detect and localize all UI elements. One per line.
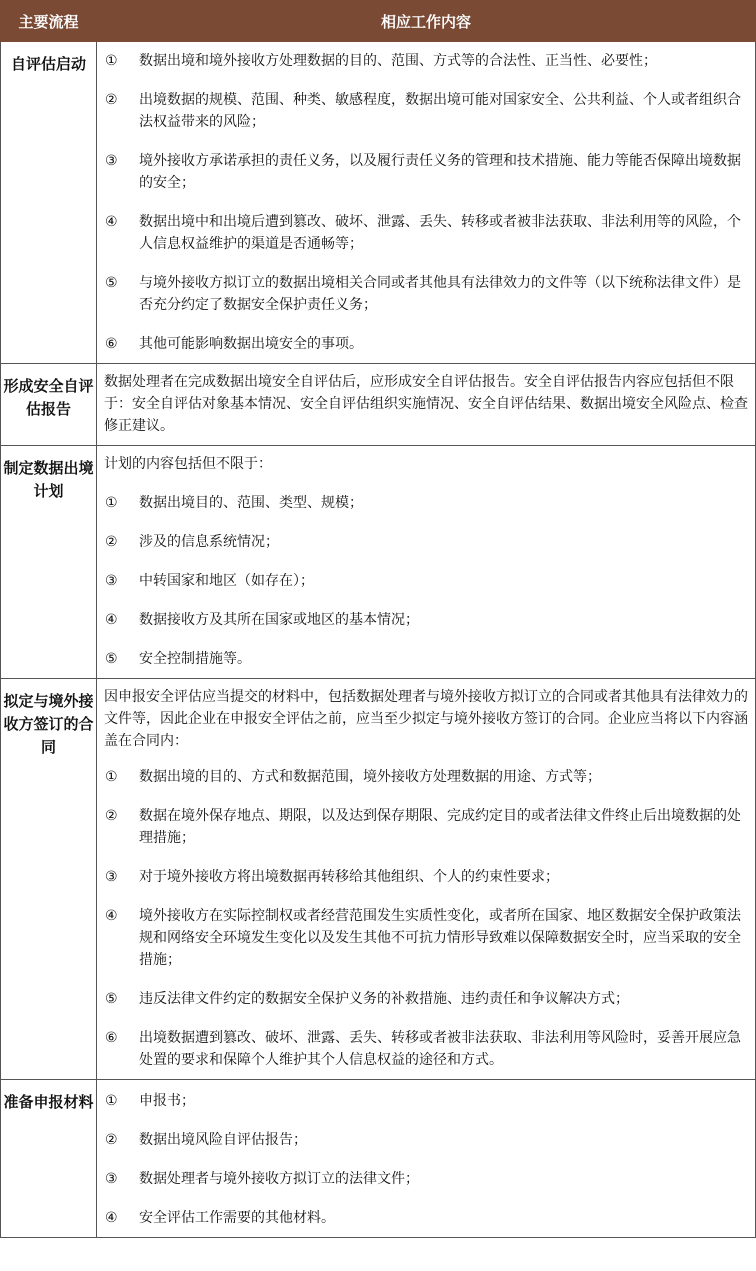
content-cell <box>97 1080 756 1238</box>
item-number: ⑤ <box>105 651 118 667</box>
list-item <box>104 1090 748 1112</box>
table-row <box>1 679 756 1080</box>
item-text: 数据出境风险自评估报告； <box>139 1132 307 1148</box>
item-text: 数据在境外保存地点、期限，以及达到保存期限、完成约定目的或者法律文件终止后出境数据的处理措施； <box>139 808 741 846</box>
content-cell <box>97 679 756 1080</box>
list-item <box>104 1129 748 1151</box>
list-item <box>104 150 748 194</box>
paragraph-text: 计划的内容包括但不限于： <box>104 456 272 472</box>
item-text: 中转国家和地区（如存在）； <box>139 573 314 589</box>
list-item <box>104 866 748 888</box>
header-content: 相应工作内容 <box>97 1 756 42</box>
list-item <box>104 272 748 316</box>
item-number: ④ <box>105 1210 118 1226</box>
item-number: ③ <box>105 153 118 169</box>
item-text: 出境数据遭到篡改、破坏、泄露、丢失、转移或者被非法获取、非法利用等风险时，妥善开展应急处置的要求和保障个人维护其个人信息权益的途径和方式。 <box>139 1030 741 1068</box>
content-cell <box>97 42 756 364</box>
content-cell <box>97 364 756 446</box>
item-number: ① <box>105 53 118 69</box>
item-number: ③ <box>105 573 118 589</box>
item-text: 数据出境目的、范围、类型、规模； <box>139 495 363 511</box>
item-number: ⑥ <box>105 1030 118 1046</box>
item-number: ⑥ <box>105 336 118 352</box>
table-header-row <box>1 1 756 42</box>
item-text: 安全评估工作需要的其他材料。 <box>139 1210 335 1226</box>
table-row <box>1 42 756 364</box>
item-text: 与境外接收方拟订立的数据出境相关合同或者其他具有法律效力的文件等（以下统称法律文件）是否充分约定了数据安全保护责任义务； <box>139 275 741 313</box>
stage-cell: 制定数据出境计划 <box>1 446 97 679</box>
table-row <box>1 1080 756 1238</box>
item-number: ② <box>105 534 118 550</box>
paragraph-text: 因申报安全评估应当提交的材料中，包括数据处理者与境外接收方拟订立的合同或者其他具有法律效力的文件等，因此企业在申报安全评估之前，应当至少拟定与境外接收方签订的合同。企业应当将以下内容涵盖在合同内： <box>104 689 748 749</box>
item-text: 安全控制措施等。 <box>139 651 251 667</box>
item-text: 境外接收方承诺承担的责任义务，以及履行责任义务的管理和技术措施、能力等能否保障出境数据的安全； <box>139 153 741 191</box>
header-stage: 主要流程 <box>1 1 97 42</box>
list-item <box>104 1168 748 1190</box>
stage-cell: 自评估启动 <box>1 42 97 364</box>
list-item <box>104 492 748 514</box>
item-number: ① <box>105 769 118 785</box>
list-item <box>104 766 748 788</box>
item-number: ② <box>105 92 118 108</box>
stage-cell: 准备申报材料 <box>1 1080 97 1238</box>
list-item <box>104 805 748 849</box>
item-number: ② <box>105 1132 118 1148</box>
item-number: ② <box>105 808 118 824</box>
item-text: 数据接收方及其所在国家或地区的基本情况； <box>139 612 419 628</box>
item-number: ③ <box>105 869 118 885</box>
item-number: ⑤ <box>105 991 118 1007</box>
list-item <box>104 333 748 355</box>
list-item <box>104 531 748 553</box>
list-item <box>104 905 748 971</box>
content-cell <box>97 446 756 679</box>
list-item <box>104 50 748 72</box>
item-text: 对于境外接收方将出境数据再转移给其他组织、个人的约束性要求； <box>139 869 559 885</box>
item-text: 数据出境和境外接收方处理数据的目的、范围、方式等的合法性、正当性、必要性； <box>139 53 657 69</box>
list-item <box>104 609 748 631</box>
item-text: 数据出境中和出境后遭到篡改、破坏、泄露、丢失、转移或者被非法获取、非法利用等的风险，个人信息权益维护的渠道是否通畅等； <box>139 214 741 252</box>
item-text: 申报书； <box>139 1093 195 1109</box>
item-number: ① <box>105 1093 118 1109</box>
item-number: ① <box>105 495 118 511</box>
item-text: 涉及的信息系统情况； <box>139 534 279 550</box>
list-item <box>104 1027 748 1071</box>
list-item <box>104 988 748 1010</box>
list-item <box>104 648 748 670</box>
item-text: 其他可能影响数据出境安全的事项。 <box>139 336 363 352</box>
stage-cell: 形成安全自评估报告 <box>1 364 97 446</box>
item-text: 数据出境的目的、方式和数据范围，境外接收方处理数据的用途、方式等； <box>139 769 601 785</box>
paragraph-text: 数据处理者在完成数据出境安全自评估后，应形成安全自评估报告。安全自评估报告内容应包括但不限于：安全自评估对象基本情况、安全自评估组织实施情况、安全自评估结果、数据出境安全风险点、检查修正建议。 <box>104 374 748 434</box>
list-item <box>104 211 748 255</box>
item-text: 境外接收方在实际控制权或者经营范围发生实质性变化，或者所在国家、地区数据安全保护政策法规和网络安全环境发生变化以及发生其他不可抗力情形导致难以保障数据安全时，应当采取的安全措施； <box>139 908 741 968</box>
table-row <box>1 364 756 446</box>
list-item <box>104 570 748 592</box>
stage-cell: 拟定与境外接收方签订的合同 <box>1 679 97 1080</box>
item-number: ④ <box>105 612 118 628</box>
list-item <box>104 1207 748 1229</box>
item-number: ⑤ <box>105 275 118 291</box>
list-item <box>104 89 748 133</box>
item-text: 违反法律文件约定的数据安全保护义务的补救措施、违约责任和争议解决方式； <box>139 991 629 1007</box>
item-number: ③ <box>105 1171 118 1187</box>
item-text: 数据处理者与境外接收方拟订立的法律文件； <box>139 1171 419 1187</box>
table-row <box>1 446 756 679</box>
item-number: ④ <box>105 214 118 230</box>
item-text: 出境数据的规模、范围、种类、敏感程度，数据出境可能对国家安全、公共利益、个人或者组织合法权益带来的风险； <box>139 92 741 130</box>
item-number: ④ <box>105 908 118 924</box>
